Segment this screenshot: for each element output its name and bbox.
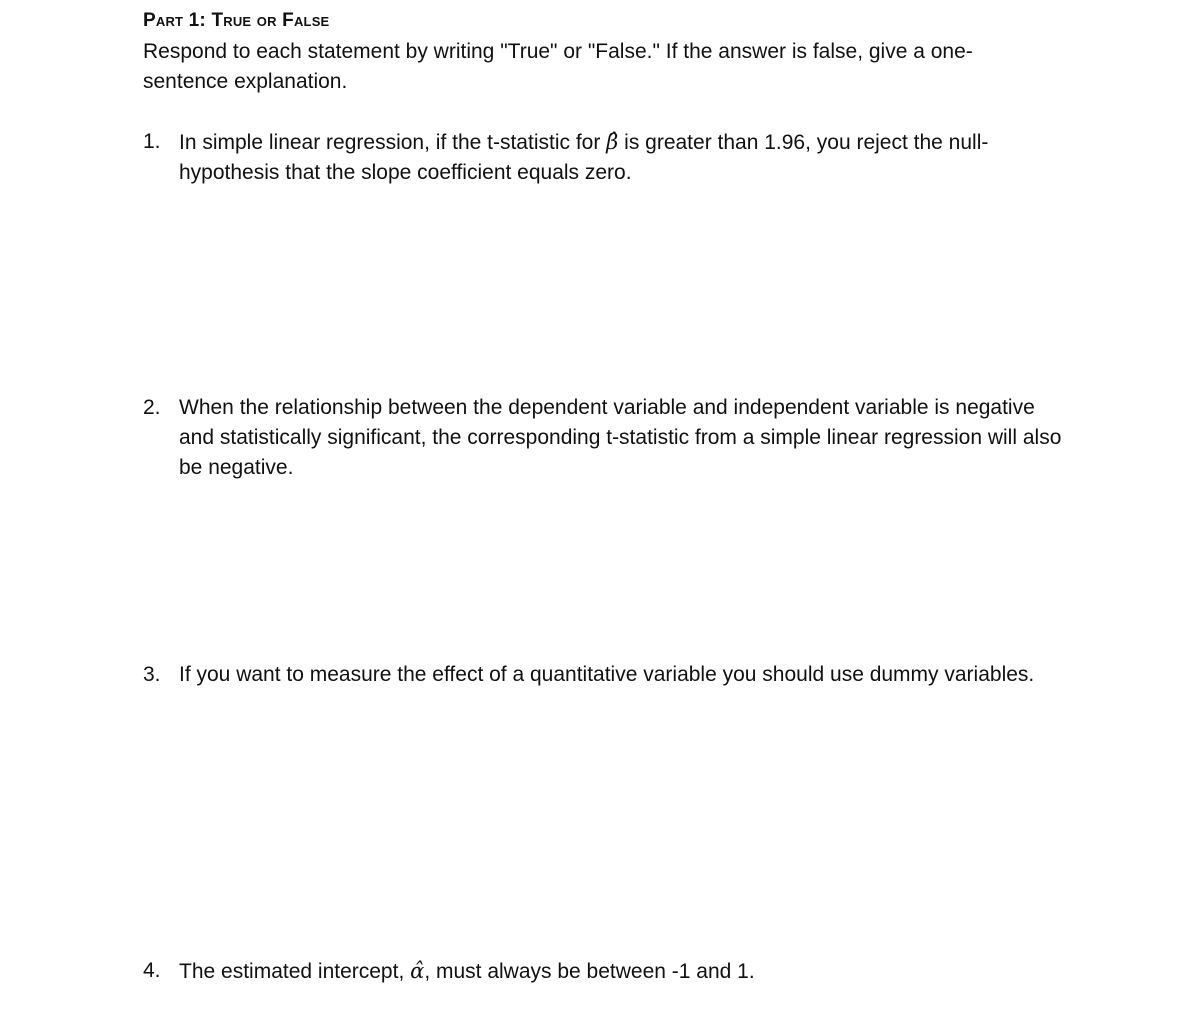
question-1 <box>143 127 1063 188</box>
question-text-after: , must always be between -1 and 1. <box>424 960 755 983</box>
question-text: When the relationship between the dependent variable and independent variable is negative and statistically significant, the corresponding t-statistic from a simple linear regression will also be negative. <box>179 396 1062 479</box>
question-3 <box>143 660 1063 690</box>
question-number: 1. <box>143 130 161 153</box>
alpha-hat-symbol: α̂ <box>410 959 425 983</box>
beta-hat-symbol: β̂ <box>606 130 619 154</box>
question-2 <box>143 393 1063 483</box>
question-text-before: In simple linear regression, if the t-statistic for <box>179 131 607 154</box>
question-number: 3. <box>143 663 161 686</box>
question-text <box>179 127 1063 188</box>
question-number: 2. <box>143 396 161 419</box>
question-number: 4. <box>143 959 161 982</box>
question-text-after: is greater than 1.96, you reject the null-hypothesis that the slope coefficient equals zero. <box>179 131 989 184</box>
part-heading: Part 1: True or False <box>143 10 330 31</box>
question-text: If you want to measure the effect of a quantitative variable you should use dummy variables. <box>179 663 1035 686</box>
instructions-text: Respond to each statement by writing "True" or "False." If the answer is false, give a one-sentence explanation. <box>143 40 973 93</box>
question-text-before: The estimated intercept, <box>179 960 411 983</box>
question-text <box>179 956 1063 987</box>
question-4 <box>143 956 1063 987</box>
